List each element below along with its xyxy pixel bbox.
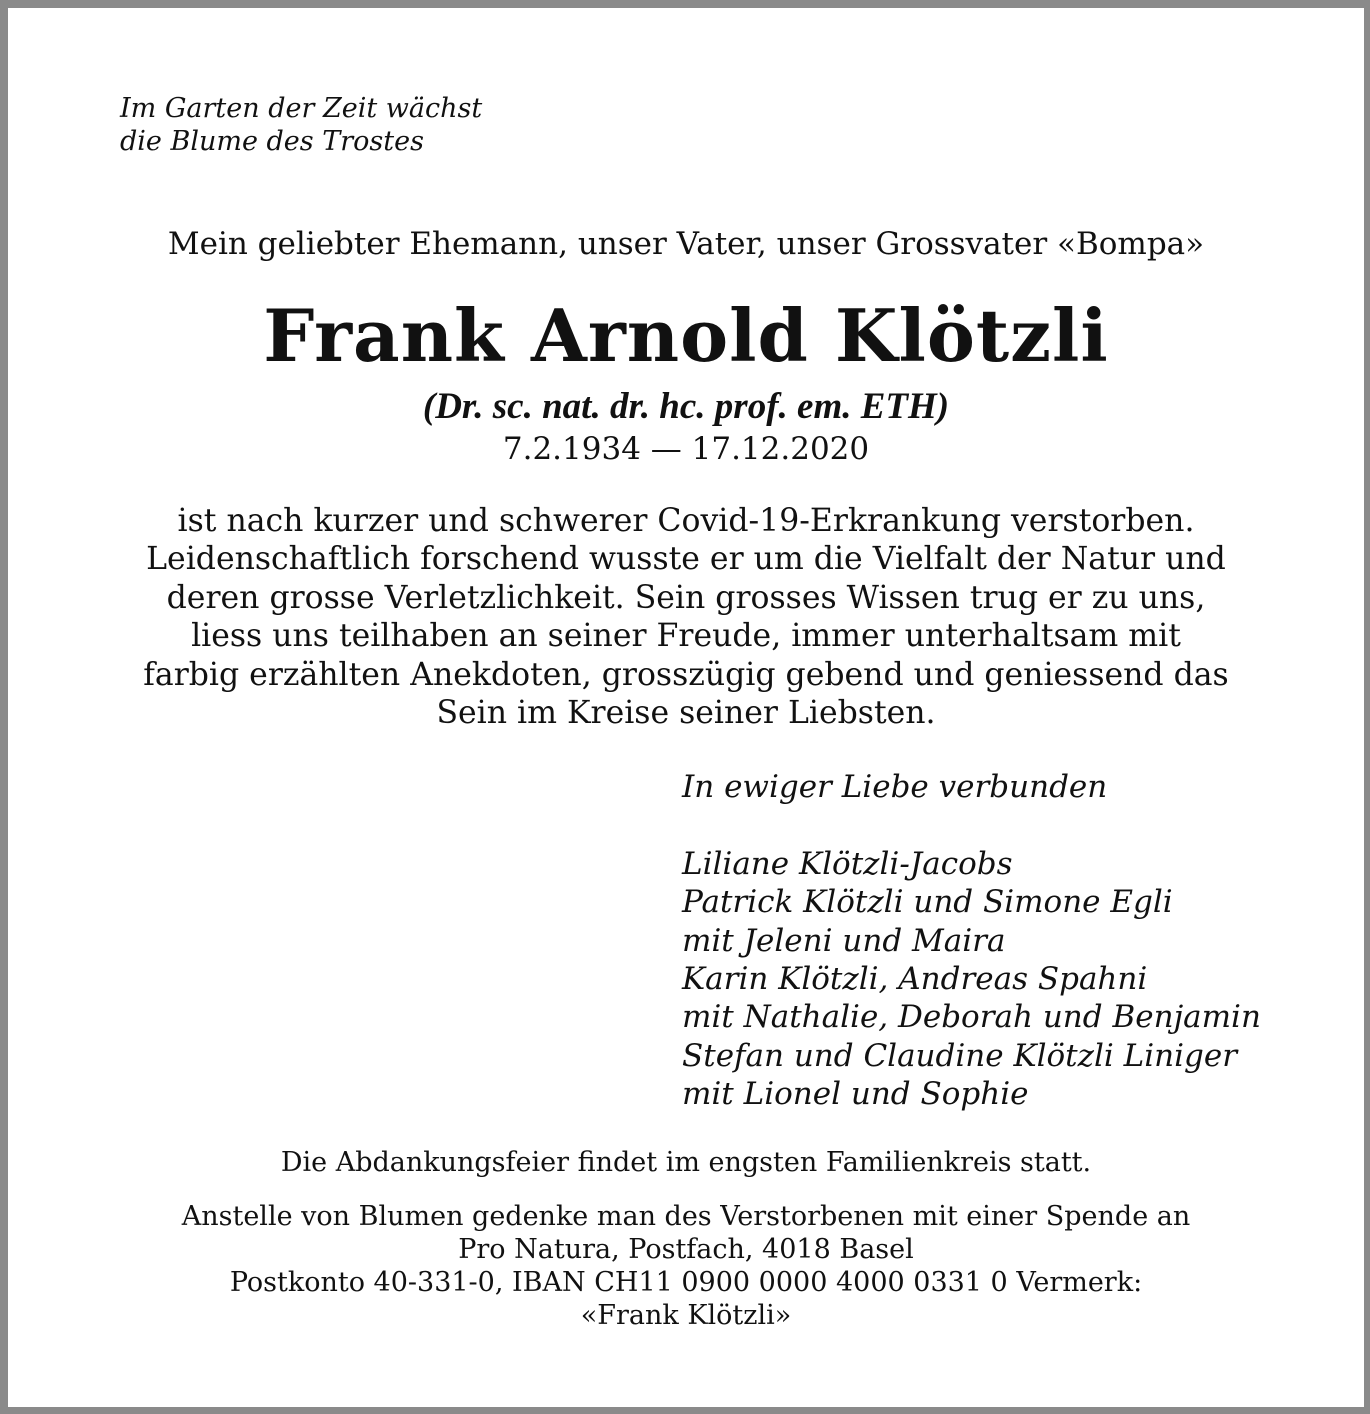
obituary-text-line: farbig erzählten Anekdoten, grosszügig gebend und geniessend das xyxy=(143,656,1229,693)
intro-line: Mein geliebter Ehemann, unser Vater, unser Grossvater «Bompa» xyxy=(167,226,1205,262)
mourner-line: mit Jeleni und Maira xyxy=(682,922,1006,959)
spacer xyxy=(682,806,1261,844)
donation-line: Postkonto 40-331-0, IBAN CH11 0900 0000 4000 0331 0 Vermerk: xyxy=(229,1267,1143,1298)
obituary-page xyxy=(8,8,1364,1407)
donation-line: «Frank Klötzli» xyxy=(580,1300,792,1331)
family-signature xyxy=(682,768,1261,1114)
mourner-line: Stefan und Claudine Klötzli Liniger xyxy=(682,1037,1238,1074)
academic-titles: (Dr. sc. nat. dr. hc. prof. em. ETH) xyxy=(422,386,950,427)
life-dates: 7.2.1934 — 17.12.2020 xyxy=(502,431,870,467)
obituary-text-line: deren grosse Verletzlichkeit. Sein grosses Wissen trug er zu uns, xyxy=(166,579,1206,616)
obituary-text-line: Sein im Kreise seiner Liebsten. xyxy=(436,695,936,732)
obituary-text-line: Leidenschaftlich forschend wusste er um die Vielfalt der Natur und xyxy=(146,541,1226,578)
mourner-line: mit Lionel und Sophie xyxy=(682,1076,1029,1113)
closing-phrase: In ewiger Liebe verbunden xyxy=(682,769,1108,805)
mourner-line: Patrick Klötzli und Simone Egli xyxy=(682,884,1173,921)
funeral-notice: Die Abdankungsfeier findet im engsten Familienkreis statt. xyxy=(280,1147,1092,1178)
obituary-text-line: ist nach kurzer und schwerer Covid-19-Erkrankung verstorben. xyxy=(177,503,1195,539)
mourner-line: Karin Klötzli, Andreas Spahni xyxy=(682,961,1148,998)
obituary-text xyxy=(8,502,1364,732)
deceased-name: Frank Arnold Klötzli xyxy=(263,293,1109,378)
motto-line: Im Garten der Zeit wächst xyxy=(120,93,483,124)
motto-quote xyxy=(120,92,482,158)
donation-line: Pro Natura, Postfach, 4018 Basel xyxy=(458,1234,914,1265)
mourner-line: mit Nathalie, Deborah und Benjamin xyxy=(682,999,1261,1036)
motto-line: die Blume des Trostes xyxy=(120,126,424,157)
donation-line: Anstelle von Blumen gedenke man des Verstorbenen mit einer Spende an xyxy=(181,1201,1191,1232)
mourner-line: Liliane Klötzli-Jacobs xyxy=(682,845,1013,882)
obituary-text-line: liess uns teilhaben an seiner Freude, immer unterhaltsam mit xyxy=(191,618,1181,655)
donation-info xyxy=(8,1200,1364,1332)
